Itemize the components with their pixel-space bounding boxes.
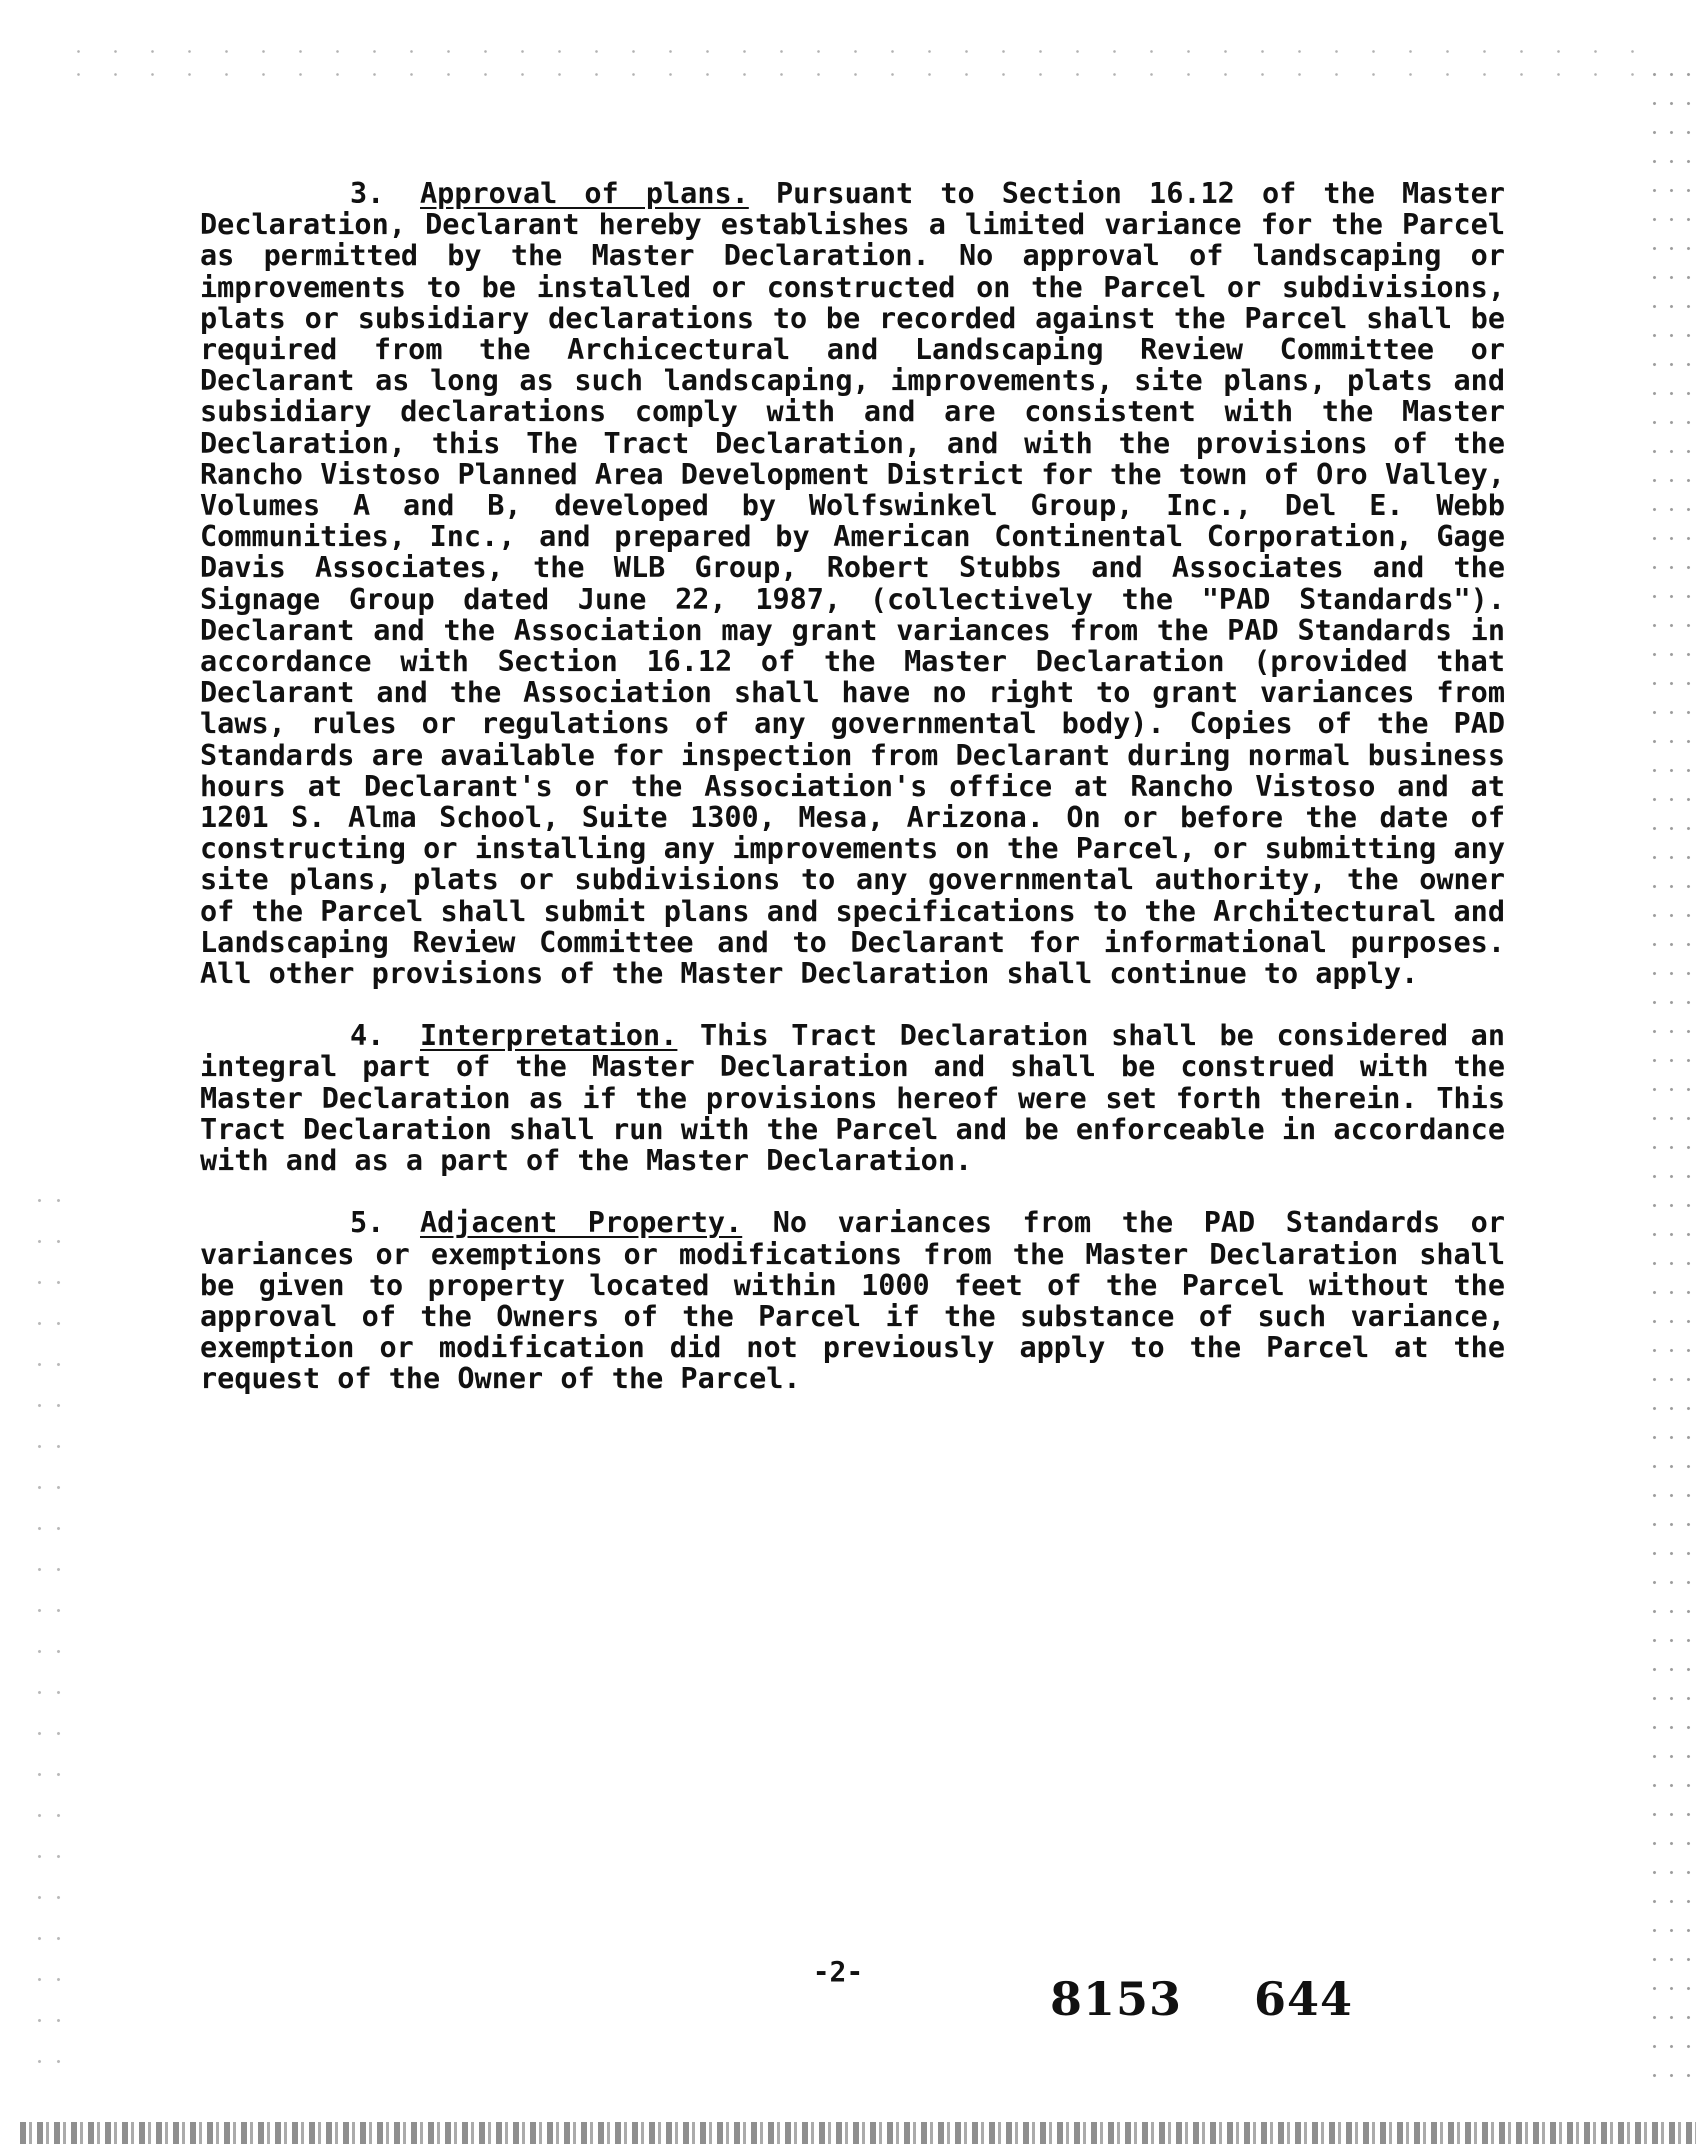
page-number: -2- xyxy=(812,1955,864,1988)
recording-reference xyxy=(1050,1972,1353,2026)
scan-noise-left xyxy=(30,1180,70,2100)
scan-noise-bottom xyxy=(20,2122,1696,2144)
scan-noise-right xyxy=(1646,60,1696,2080)
paragraph-text: This Tract Declaration shall be considered an integral part of the Master Declaration and shall be construed with the Master Declaration as if the provisions hereof were set forth therein. This Tract Declaration shall run with the Parcel and be enforceable in accordance with and as a part of the Master Declaration. xyxy=(200,1019,1505,1178)
paragraph-approval-of-plans xyxy=(200,178,1505,989)
paragraph-heading: Adjacent Property. xyxy=(420,1206,743,1240)
paragraph-interpretation xyxy=(200,1020,1505,1176)
page-reference: 644 xyxy=(1254,1972,1354,2026)
paragraph-number: 5. xyxy=(350,1206,385,1240)
paragraph-number: 4. xyxy=(350,1019,385,1053)
paragraph-heading: Interpretation. xyxy=(420,1019,678,1053)
paragraph-adjacent-property xyxy=(200,1207,1505,1394)
scan-noise-top xyxy=(60,40,1650,80)
paragraph-text: No variances from the PAD Standards or variances or exemptions or modifications from the Master Declaration shall be given to property located within 1000 feet of the Parcel without the approval of the Owners of the Parcel if the substance of such variance, exemption or modification did not previously apply to the Parcel at the request of the Owner of the Parcel. xyxy=(200,1206,1505,1396)
paragraph-number: 3. xyxy=(350,177,385,210)
document-body xyxy=(200,178,1505,1395)
paragraph-text: Pursuant to Section 16.12 of the Master Declaration, Declarant hereby establishes a limited variance for the Parcel as permitted by the Master Declaration. No approval of landscaping or improvements to be installed or constructed on the Parcel or subdivisions, plats or subsidiary declarations to be recorded against the Parcel shall be required from the Archicectural and Landscaping Review Committee or Declarant as long as such landscaping, improvements, site plans, plats and subsidiary declarations comply with and are consistent with the Master Declaration, this The Tract Declaration, and with the provisions of the Rancho Vistoso Planned Area Development District for the town of Oro Valley, Volumes A and B, developed by Wolfswinkel Group, Inc., Del E. Webb Communities, Inc., and prepared by American Continental Corporation, Gage Davis Associates, the WLB Group, Robert Stubbs and Associates and the Signage Group dated June 22, 1987, (collectively the "PAD Standards"). Declarant and the Association may grant variances from the PAD Standards in accordance with Section 16.12 of the Master Declaration (provided that Declarant and the Association shall have no right to grant variances from laws, rules or regulations of any governmental body). Copies of the PAD Standards are available for inspection from Declarant during normal business hours at Declarant's or the Association's office at Rancho Vistoso and at 1201 S. Alma School, Suite 1300, Mesa, Arizona. On or before the date of constructing or installing any improvements on the Parcel, or submitting any site plans, plats or subdivisions to any governmental authority, the owner of the Parcel shall submit plans and specifications to the Architectural and Landscaping Review Committee and to Declarant for informational purposes. All other provisions of the Master Declaration shall continue to apply. xyxy=(200,177,1505,991)
paragraph-heading: Approval of plans. xyxy=(420,177,749,210)
book-number: 8153 xyxy=(1050,1972,1183,2026)
